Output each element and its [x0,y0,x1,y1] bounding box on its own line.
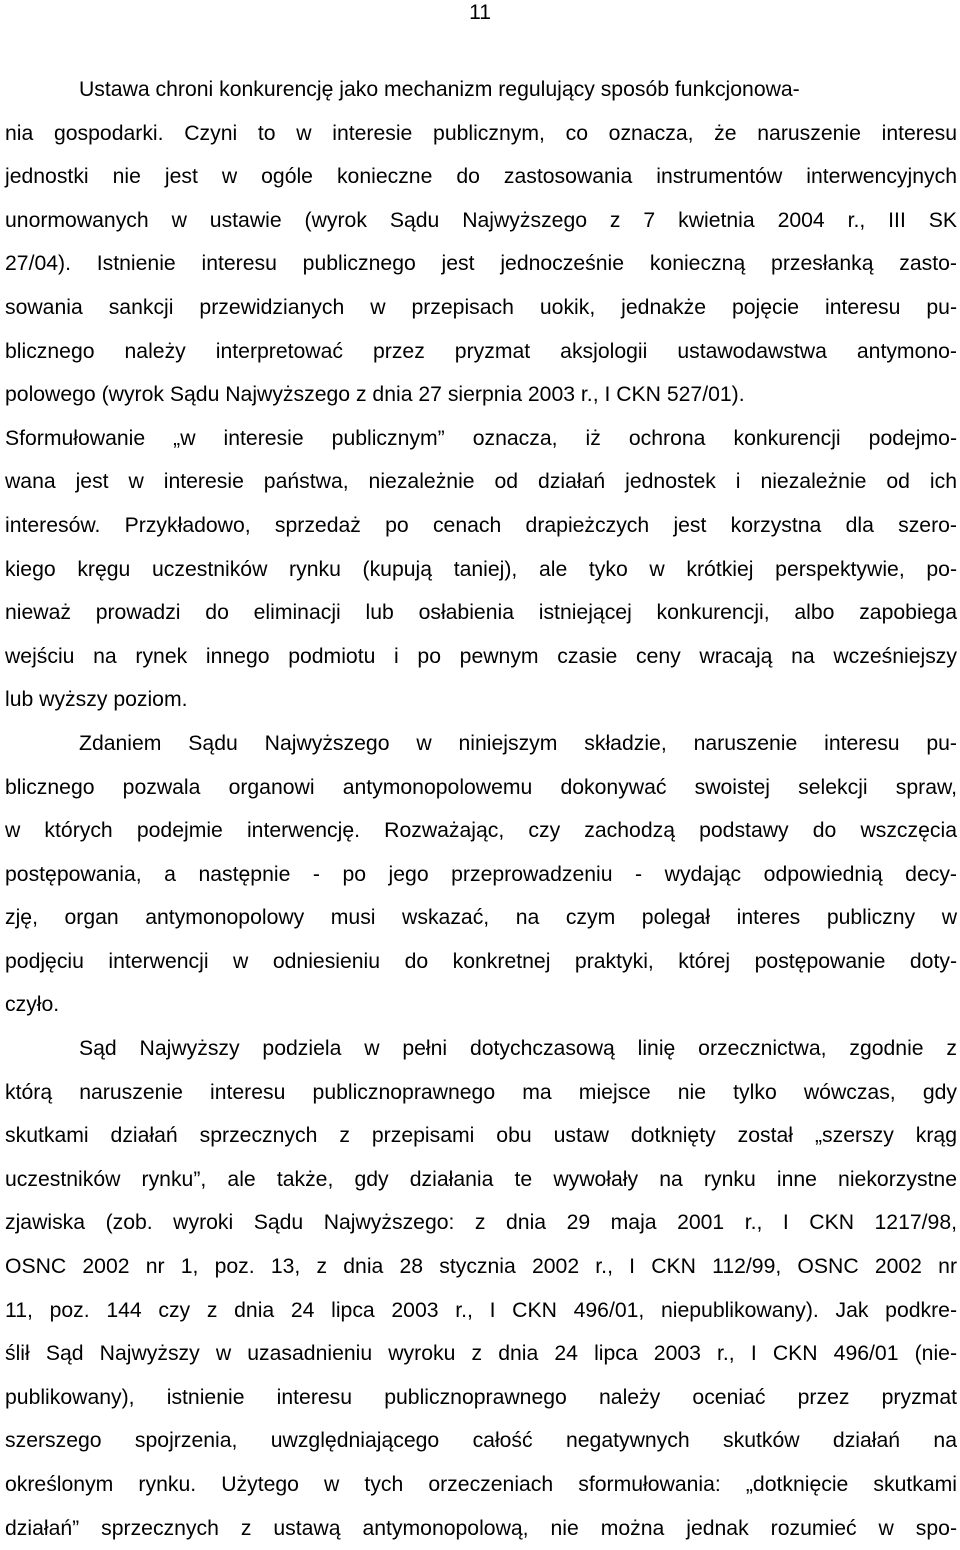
text-line: nia gospodarki. Czyni to w interesie publicznym, co oznacza, że naruszenie interesu [5,121,957,145]
text-line: lub wyższy poziom. [5,688,188,712]
page-number: 11 [469,1,491,24]
text-line: sowania sankcji przewidzianych w przepisach uokik, jednakże pojęcie interesu pu- [5,295,957,319]
text-line: blicznego należy interpretować przez pryzmat aksjologii ustawodawstwa antymono- [5,339,957,363]
text-line: wana jest w interesie państwa, niezależnie od działań jednostek i niezależnie od ich [5,470,957,494]
text-line: Zdaniem Sądu Najwyższego w niniejszym składzie, naruszenie interesu pu- [79,731,957,755]
text-line: Sąd Najwyższy podziela w pełni dotychczasową linię orzecznictwa, zgodnie z [79,1037,957,1061]
text-line: interesów. Przykładowo, sprzedaż po cenach drapieżczych jest korzystna dla szero- [5,513,957,537]
text-line: którą naruszenie interesu publicznoprawnego ma miejsce nie tylko wówczas, gdy [5,1080,957,1104]
text-line: czyło. [5,993,60,1017]
text-line: określonym rynku. Użytego w tych orzeczeniach sformułowania: „dotknięcie skutkami [5,1473,957,1496]
text-line: Ustawa chroni konkurencję jako mechanizm regulujący sposób funkcjonowa- [79,78,800,101]
text-line: kiego kręgu uczestników rynku (kupują taniej), ale tyko w krótkiej perspektywie, po- [5,557,957,581]
body-text [5,68,957,1550]
text-line: w których podejmie interwencję. Rozważając, czy zachodzą podstawy do wszczęcia [5,819,957,843]
text-line: podjęciu interwencji w odniesieniu do konkretnej praktyki, której postępowanie doty- [5,949,957,973]
text-line: ślił Sąd Najwyższy w uzasadnieniu wyroku z dnia 24 lipca 2003 r., I CKN 496/01 (nie- [5,1342,957,1366]
text-line: 11, poz. 144 czy z dnia 24 lipca 2003 r., I CKN 496/01, niepublikowany). Jak podkre- [5,1298,957,1322]
text-line: 27/04). Istnienie interesu publicznego jest jednocześnie konieczną przesłanką zasto- [5,252,957,276]
text-line: uczestników rynku”, ale także, gdy działania te wywołały na rynku inne niekorzystne [5,1167,957,1191]
text-line: działań” sprzecznych z ustawą antymonopolową, nie można jednak rozumieć w spo- [5,1516,957,1540]
text-line: Sformułowanie „w interesie publicznym” oznacza, iż ochrona konkurencji podejmo- [5,426,957,450]
text-line: szerszego spojrzenia, uwzględniającego całość negatywnych skutków działań na [5,1429,957,1453]
text-line: wejściu na rynek innego podmiotu i po pewnym czasie ceny wracają na wcześniejszy [5,644,957,668]
text-line: OSNC 2002 nr 1, poz. 13, z dnia 28 stycznia 2002 r., I CKN 112/99, OSNC 2002 nr [5,1255,957,1279]
text-line: postępowania, a następnie - po jego przeprowadzeniu - wydając odpowiednią decy- [5,862,957,886]
text-line: blicznego pozwala organowi antymonopolowemu dokonywać swoistej selekcji spraw, [5,775,957,799]
text-line: publikowany), istnienie interesu publicznoprawnego należy oceniać przez pryzmat [5,1385,957,1409]
text-line: nieważ prowadzi do eliminacji lub osłabienia istniejącej konkurencji, albo zapobiega [5,601,957,625]
text-line: unormowanych w ustawie (wyrok Sądu Najwyższego z 7 kwietnia 2004 r., III SK [5,208,957,232]
text-line: polowego (wyrok Sądu Najwyższego z dnia 27 sierpnia 2003 r., I CKN 527/01). [5,383,745,407]
text-line: jednostki nie jest w ogóle konieczne do zastosowania instrumentów interwencyjnych [5,165,957,189]
text-line: zjawiska (zob. wyroki Sądu Najwyższego: z dnia 29 maja 2001 r., I CKN 1217/98, [5,1211,957,1235]
text-line: skutkami działań sprzecznych z przepisami obu ustaw dotknięty został „szerszy krąg [5,1124,957,1148]
text-line: zję, organ antymonopolowy musi wskazać, na czym polegał interes publiczny w [5,906,957,930]
